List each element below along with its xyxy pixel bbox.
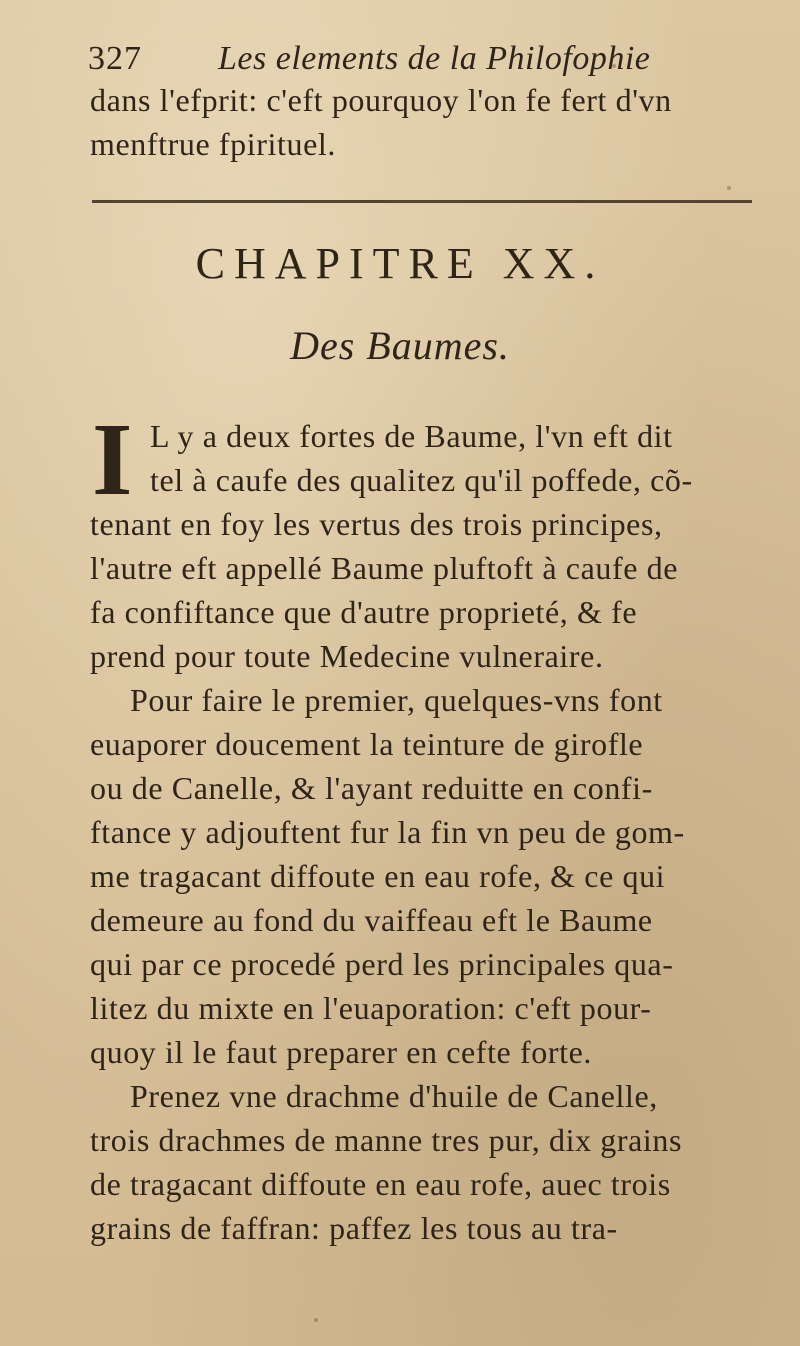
body-line: tenant en foy les vertus des trois principes, [90, 506, 663, 542]
body-line: l'autre eft appellé Baume pluftoft à caufe de [90, 550, 679, 586]
body-line: me tragacant diffoute en eau rofe, & ce qui [90, 858, 666, 894]
body-line: litez du mixte en l'euaporation: c'eft pour- [90, 990, 652, 1026]
body-line: grains de faffran: paffez les tous au tra- [90, 1210, 618, 1246]
body-line: fa confiftance que d'autre proprieté, & fe [90, 594, 638, 630]
body-line: prend pour toute Medecine vulneraire. [90, 638, 604, 674]
body-line: demeure au fond du vaiffeau eft le Baume [90, 902, 653, 938]
chapter-heading: CHAPITRE XX. [195, 239, 605, 288]
section-divider [92, 200, 752, 203]
body-line: Pour faire le premier, quelques-vns font [130, 682, 663, 718]
body-line: tel à caufe des qualitez qu'il poffede, cõ- [150, 462, 693, 498]
body-line: qui par ce procedé perd les principales qua- [90, 946, 674, 982]
body-line: de tragacant diffoute en eau rofe, auec trois [90, 1166, 671, 1202]
running-title: Les elements de la Philofophie [218, 40, 651, 77]
body-line: ftance y adjouftent fur la fin vn peu de gom- [90, 814, 685, 850]
page-number: 327 [88, 40, 142, 77]
body-line: L y a deux fortes de Baume, l'vn eft dit [150, 418, 673, 454]
intro-line: dans l'efprit: c'eft pourquoy l'on fe fert d'vn [90, 82, 672, 118]
body-line: Prenez vne drachme d'huile de Canelle, [130, 1078, 658, 1114]
paper-speck [314, 1318, 318, 1322]
body-line: quoy il le faut preparer en cefte forte. [90, 1034, 592, 1070]
body-line: trois drachmes de manne tres pur, dix grains [90, 1122, 683, 1158]
paper-speck [727, 186, 731, 190]
section-title: Des Baumes. [290, 323, 510, 368]
running-head [88, 40, 728, 84]
drop-cap: I [92, 402, 133, 517]
body-line: ou de Canelle, & l'ayant reduitte en confi- [90, 770, 653, 806]
intro-line: menftrue fpirituel. [90, 126, 336, 162]
body-line: euaporer doucement la teinture de girofle [90, 726, 644, 762]
